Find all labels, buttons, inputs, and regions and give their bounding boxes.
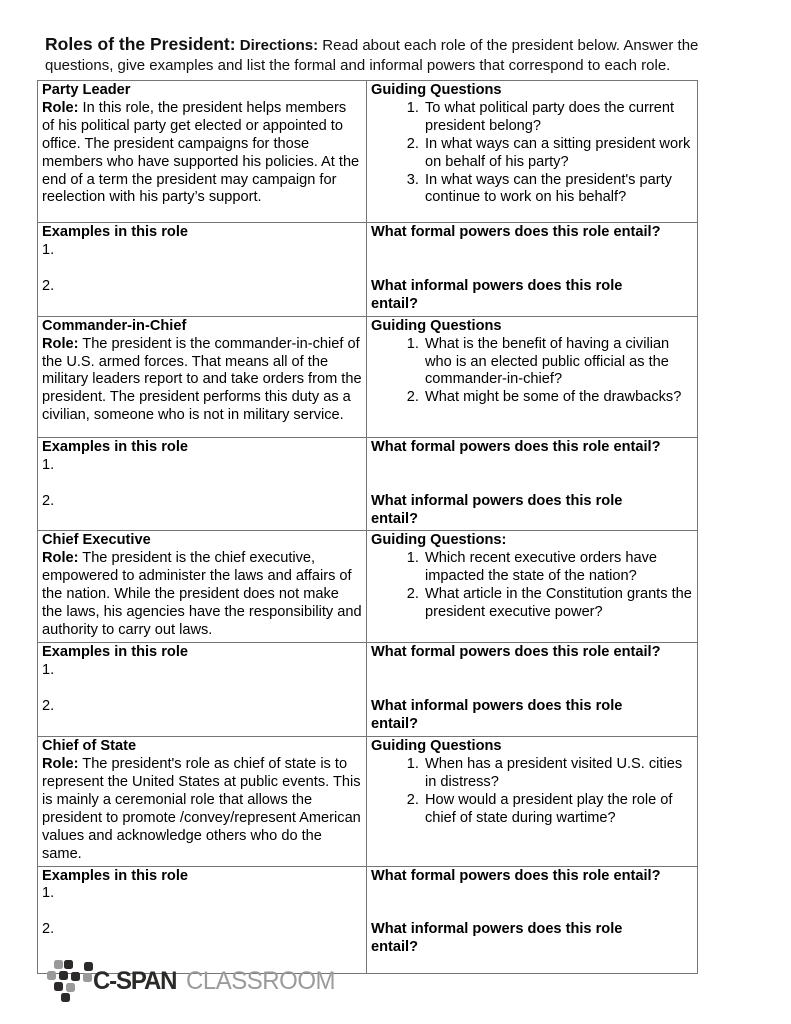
table-row [38,866,697,973]
cspan-classroom-logo [45,960,341,1005]
cspan-logo-secondary: CLASSROOM [185,967,335,995]
example-blank-2: 2. [42,921,55,938]
powers-cell [366,438,697,531]
role-label: Role: [42,756,79,773]
role-name: Chief of State [42,738,137,755]
guiding-question: 2. What might be some of the drawbacks? [423,389,693,407]
example-blank-1: 1. [42,241,55,258]
role-label: Role: [42,550,79,567]
guiding-question: 1. To what political party does the current president belong? [423,100,693,136]
table-row [38,736,697,865]
guiding-questions-header: Guiding Questions [371,82,502,98]
guiding-question: 1. What is the benefit of having a civilian who is an elected public official as the commander-in-chief? [423,336,693,390]
cspan-logo-mosaic-icon [45,960,95,1005]
worksheet-directions [45,34,742,76]
formal-powers-question: What formal powers does this role entail? [371,224,661,240]
page-title: Roles of the President: [45,34,236,54]
role-text: The president is the commander-in-chief of the U.S. armed forces. That means all of the military leaders report to and take orders from the president. The president performs this duty as a civilian, someone who is not in military service. [42,335,362,424]
examples-cell [38,438,366,531]
informal-powers-question: What informal powers does this role entail? [371,277,623,312]
role-description [42,100,362,207]
example-blank-2: 2. [42,698,55,715]
examples-cell [38,223,366,316]
guiding-questions-cell [366,81,697,222]
guiding-question: 2. How would a president play the role of chief of state during wartime? [423,792,693,828]
role-text: The president is the chief executive, empowered to administer the laws and affairs of the nation. While the president does not make the laws, his agencies have the responsibility and authority to carry out laws. [42,550,362,638]
role-description [42,336,362,426]
table-row [38,81,697,222]
role-name: Commander-in-Chief [42,317,187,334]
cspan-logo-primary: C-SPAN [93,967,177,995]
role-description [42,550,362,640]
guiding-question: 2. In what ways can a sitting president work on behalf of his party? [423,136,693,172]
powers-cell [366,223,697,316]
worksheet-page [37,34,737,974]
examples-header: Examples in this role [42,438,188,455]
table-row [38,316,697,437]
guiding-questions-header: Guiding Questions [371,738,502,755]
guiding-question: 3. In what ways can the president's party continue to work on his behalf? [423,172,693,208]
role-text: The president's role as chief of state is to represent the United States at public events. This is mainly a ceremonial role that allows the president to promote /convey/represent American values and acknowledge others who do the same. [42,756,361,862]
examples-header: Examples in this role [42,644,188,661]
examples-cell [38,867,366,973]
guiding-questions-cell [366,317,697,437]
role-cell-party-leader [38,81,366,222]
example-blank-1: 1. [42,885,55,902]
powers-cell [366,643,697,736]
role-cell-chief-executive [38,531,366,642]
examples-header: Examples in this role [42,224,188,240]
examples-cell [38,643,366,736]
informal-powers-question: What informal powers does this role entail? [371,921,623,956]
role-label: Role: [42,335,79,352]
role-cell-chief-of-state [38,737,366,865]
guiding-questions-list [371,756,693,828]
table-row [38,437,697,531]
formal-powers-question: What formal powers does this role entail? [371,644,661,661]
guiding-questions-cell [366,531,697,642]
example-blank-1: 1. [42,456,55,473]
role-cell-commander-in-chief [38,317,366,437]
guiding-questions-header: Guiding Questions: [371,532,507,549]
guiding-questions-list [371,550,693,622]
example-blank-2: 2. [42,492,55,509]
role-text: In this role, the president helps members of his political party get elected or appointed to office. The president campaigns for those members who have supported his policies. At the end of a term the president may campaign for reelection with his party’s support. [42,99,360,206]
directions-label: Directions: [239,37,319,54]
guiding-questions-cell [366,737,697,865]
guiding-questions-header: Guiding Questions [371,317,502,334]
role-name: Party Leader [42,82,131,98]
informal-powers-question: What informal powers does this role entail? [371,698,623,733]
formal-powers-question: What formal powers does this role entail? [371,438,661,455]
examples-header: Examples in this role [42,867,188,884]
guiding-question: 1. When has a president visited U.S. cities in distress? [423,756,693,792]
cspan-logo-text [93,967,341,996]
example-blank-2: 2. [42,277,55,294]
table-row [38,222,697,316]
role-name: Chief Executive [42,532,151,549]
guiding-questions-list [371,336,693,408]
informal-powers-question: What informal powers does this role entail? [371,492,623,527]
role-description [42,756,362,863]
directions-text: Read about each role of the president below. Answer the questions, give examples and list the formal and informal powers that correspond to each role. [45,37,699,74]
role-label: Role: [42,99,79,116]
guiding-question: 1. Which recent executive orders have impacted the state of the nation? [423,550,693,586]
table-row [38,642,697,736]
guiding-questions-list [371,100,693,207]
guiding-question: 2. What article in the Constitution grants the president executive power? [423,586,693,622]
roles-table [37,80,698,974]
powers-cell [366,867,697,973]
table-row [38,530,697,642]
example-blank-1: 1. [42,662,55,679]
formal-powers-question: What formal powers does this role entail? [371,867,661,884]
